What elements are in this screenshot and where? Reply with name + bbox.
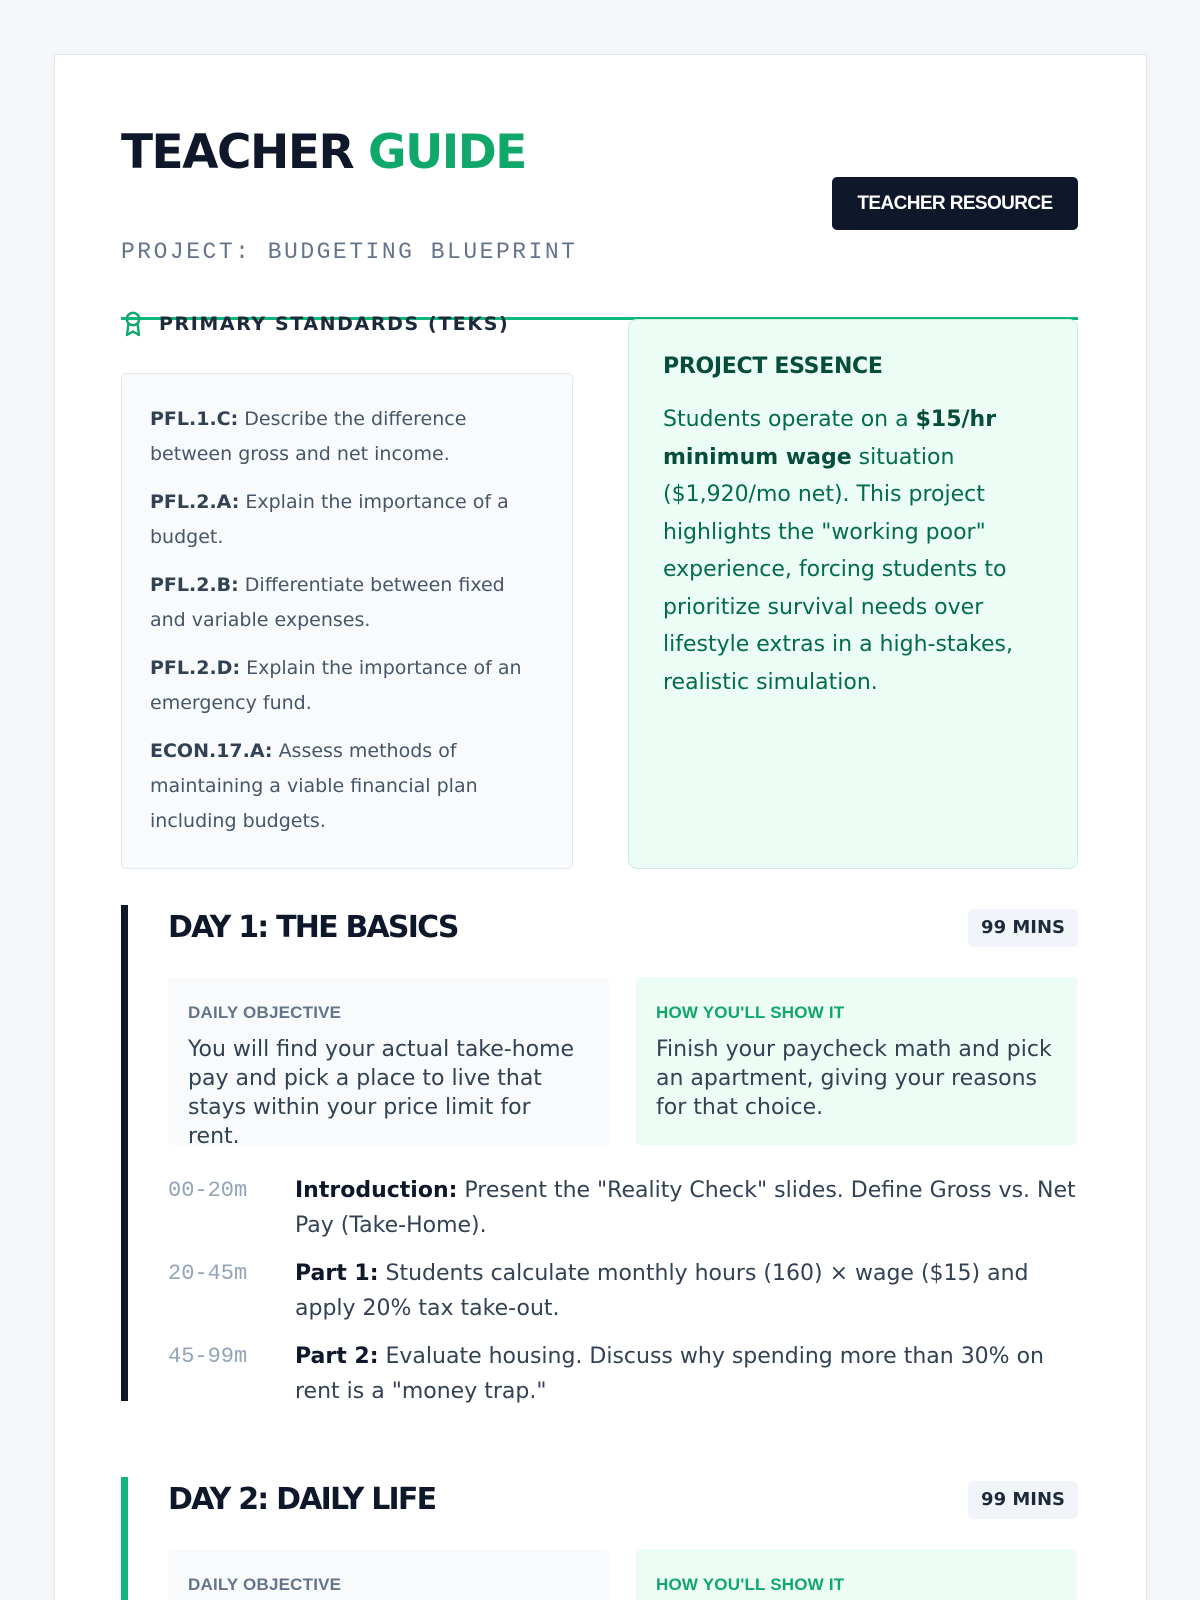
day-1-title: DAY 1: THE BASICS — [168, 910, 458, 945]
schedule-row — [168, 1339, 1078, 1409]
day-1-section — [121, 905, 1078, 1404]
standard-code: PFL.1.C: — [150, 408, 239, 430]
daily-objective-card — [168, 977, 609, 1149]
show-it-card — [636, 1549, 1077, 1600]
standard-code: PFL.2.B: — [150, 574, 239, 596]
day-2-accent-bar — [121, 1477, 128, 1600]
standard-text: Assess methods of maintaining a viable financial plan including budgets. — [150, 740, 478, 832]
show-it-label: HOW YOU'LL SHOW IT — [656, 1003, 845, 1022]
standard-item — [150, 568, 546, 638]
day-1-duration-badge: 99 MINS — [968, 909, 1078, 947]
day-1-cards — [168, 977, 1078, 1149]
essence-text-rest: situation ($1,920/mo net). This project highlights the "working poor" experience, forcing students to prioritize survival needs over lifestyle extras in a high-stakes, realistic simulation. — [663, 444, 1013, 695]
day-2-title: DAY 2: DAILY LIFE — [168, 1482, 436, 1517]
schedule-label: Introduction: — [295, 1178, 458, 1203]
standard-code: PFL.2.D: — [150, 657, 241, 679]
schedule-description — [295, 1256, 1078, 1326]
day-1-accent-bar — [121, 905, 128, 1401]
objective-text: You will find your actual take-home pay and pick a place to live that stays within your price limit for rent. — [188, 1037, 575, 1149]
objective-label: DAILY OBJECTIVE — [188, 1003, 342, 1022]
standards-list — [121, 373, 573, 869]
title-word-guide: GUIDE — [368, 125, 526, 180]
page-title — [121, 125, 526, 181]
day-1-schedule — [168, 1173, 1078, 1409]
standard-item — [150, 734, 546, 839]
essence-text-start: Students operate on a — [663, 407, 916, 432]
essence-text-emphasis: $15/hr minimum wage — [663, 407, 997, 470]
daily-objective-card — [168, 1549, 609, 1600]
day-2-duration-badge: 99 MINS — [968, 1481, 1078, 1519]
teacher-resource-button[interactable]: TEACHER RESOURCE — [832, 177, 1078, 230]
day-2-cards — [168, 1549, 1078, 1600]
schedule-time: 00-20m — [168, 1178, 248, 1203]
standard-item — [150, 651, 546, 721]
teacher-guide-sheet — [54, 54, 1147, 1600]
objective-label: DAILY OBJECTIVE — [188, 1575, 342, 1594]
schedule-label: Part 2: — [295, 1344, 379, 1369]
schedule-label: Part 1: — [295, 1261, 379, 1286]
project-subtitle: PROJECT: BUDGETING BLUEPRINT — [121, 239, 578, 265]
schedule-text: Present the "Reality Check" slides. Define Gross vs. Net Pay (Take-Home). — [295, 1178, 1076, 1238]
schedule-time: 20-45m — [168, 1261, 248, 1286]
standards-heading: PRIMARY STANDARDS (TEKS) — [159, 313, 510, 335]
standard-text: Differentiate between fixed and variable expenses. — [150, 574, 505, 631]
schedule-row — [168, 1256, 1078, 1326]
standard-code: ECON.17.A: — [150, 740, 273, 762]
essence-text — [663, 401, 1047, 701]
show-it-card — [636, 977, 1077, 1145]
essence-heading: PROJECT ESSENCE — [663, 354, 883, 379]
standard-text: Explain the importance of an emergency fund. — [150, 657, 522, 714]
schedule-description — [295, 1173, 1078, 1243]
standard-code: PFL.2.A: — [150, 491, 240, 513]
standards-heading-row — [121, 309, 509, 339]
show-it-text: Finish your paycheck math and pick an apartment, giving your reasons for that choice. — [656, 1037, 1052, 1120]
schedule-time: 45-99m — [168, 1344, 248, 1369]
standard-item — [150, 485, 546, 555]
guide-header — [121, 121, 1078, 265]
project-essence-card — [628, 319, 1078, 869]
schedule-description — [295, 1339, 1078, 1409]
standard-item — [150, 402, 546, 472]
standard-text: Describe the difference between gross and net income. — [150, 408, 467, 465]
day-2-section — [121, 1477, 1078, 1600]
schedule-text: Students calculate monthly hours (160) × wage ($15) and apply 20% tax take-out. — [295, 1261, 1029, 1321]
schedule-row — [168, 1173, 1078, 1243]
show-it-label: HOW YOU'LL SHOW IT — [656, 1575, 845, 1594]
standard-text: Explain the importance of a budget. — [150, 491, 509, 548]
schedule-text: Evaluate housing. Discuss why spending more than 30% on rent is a "money trap." — [295, 1344, 1044, 1404]
title-word-teacher: TEACHER — [121, 125, 354, 180]
award-icon — [121, 310, 145, 338]
